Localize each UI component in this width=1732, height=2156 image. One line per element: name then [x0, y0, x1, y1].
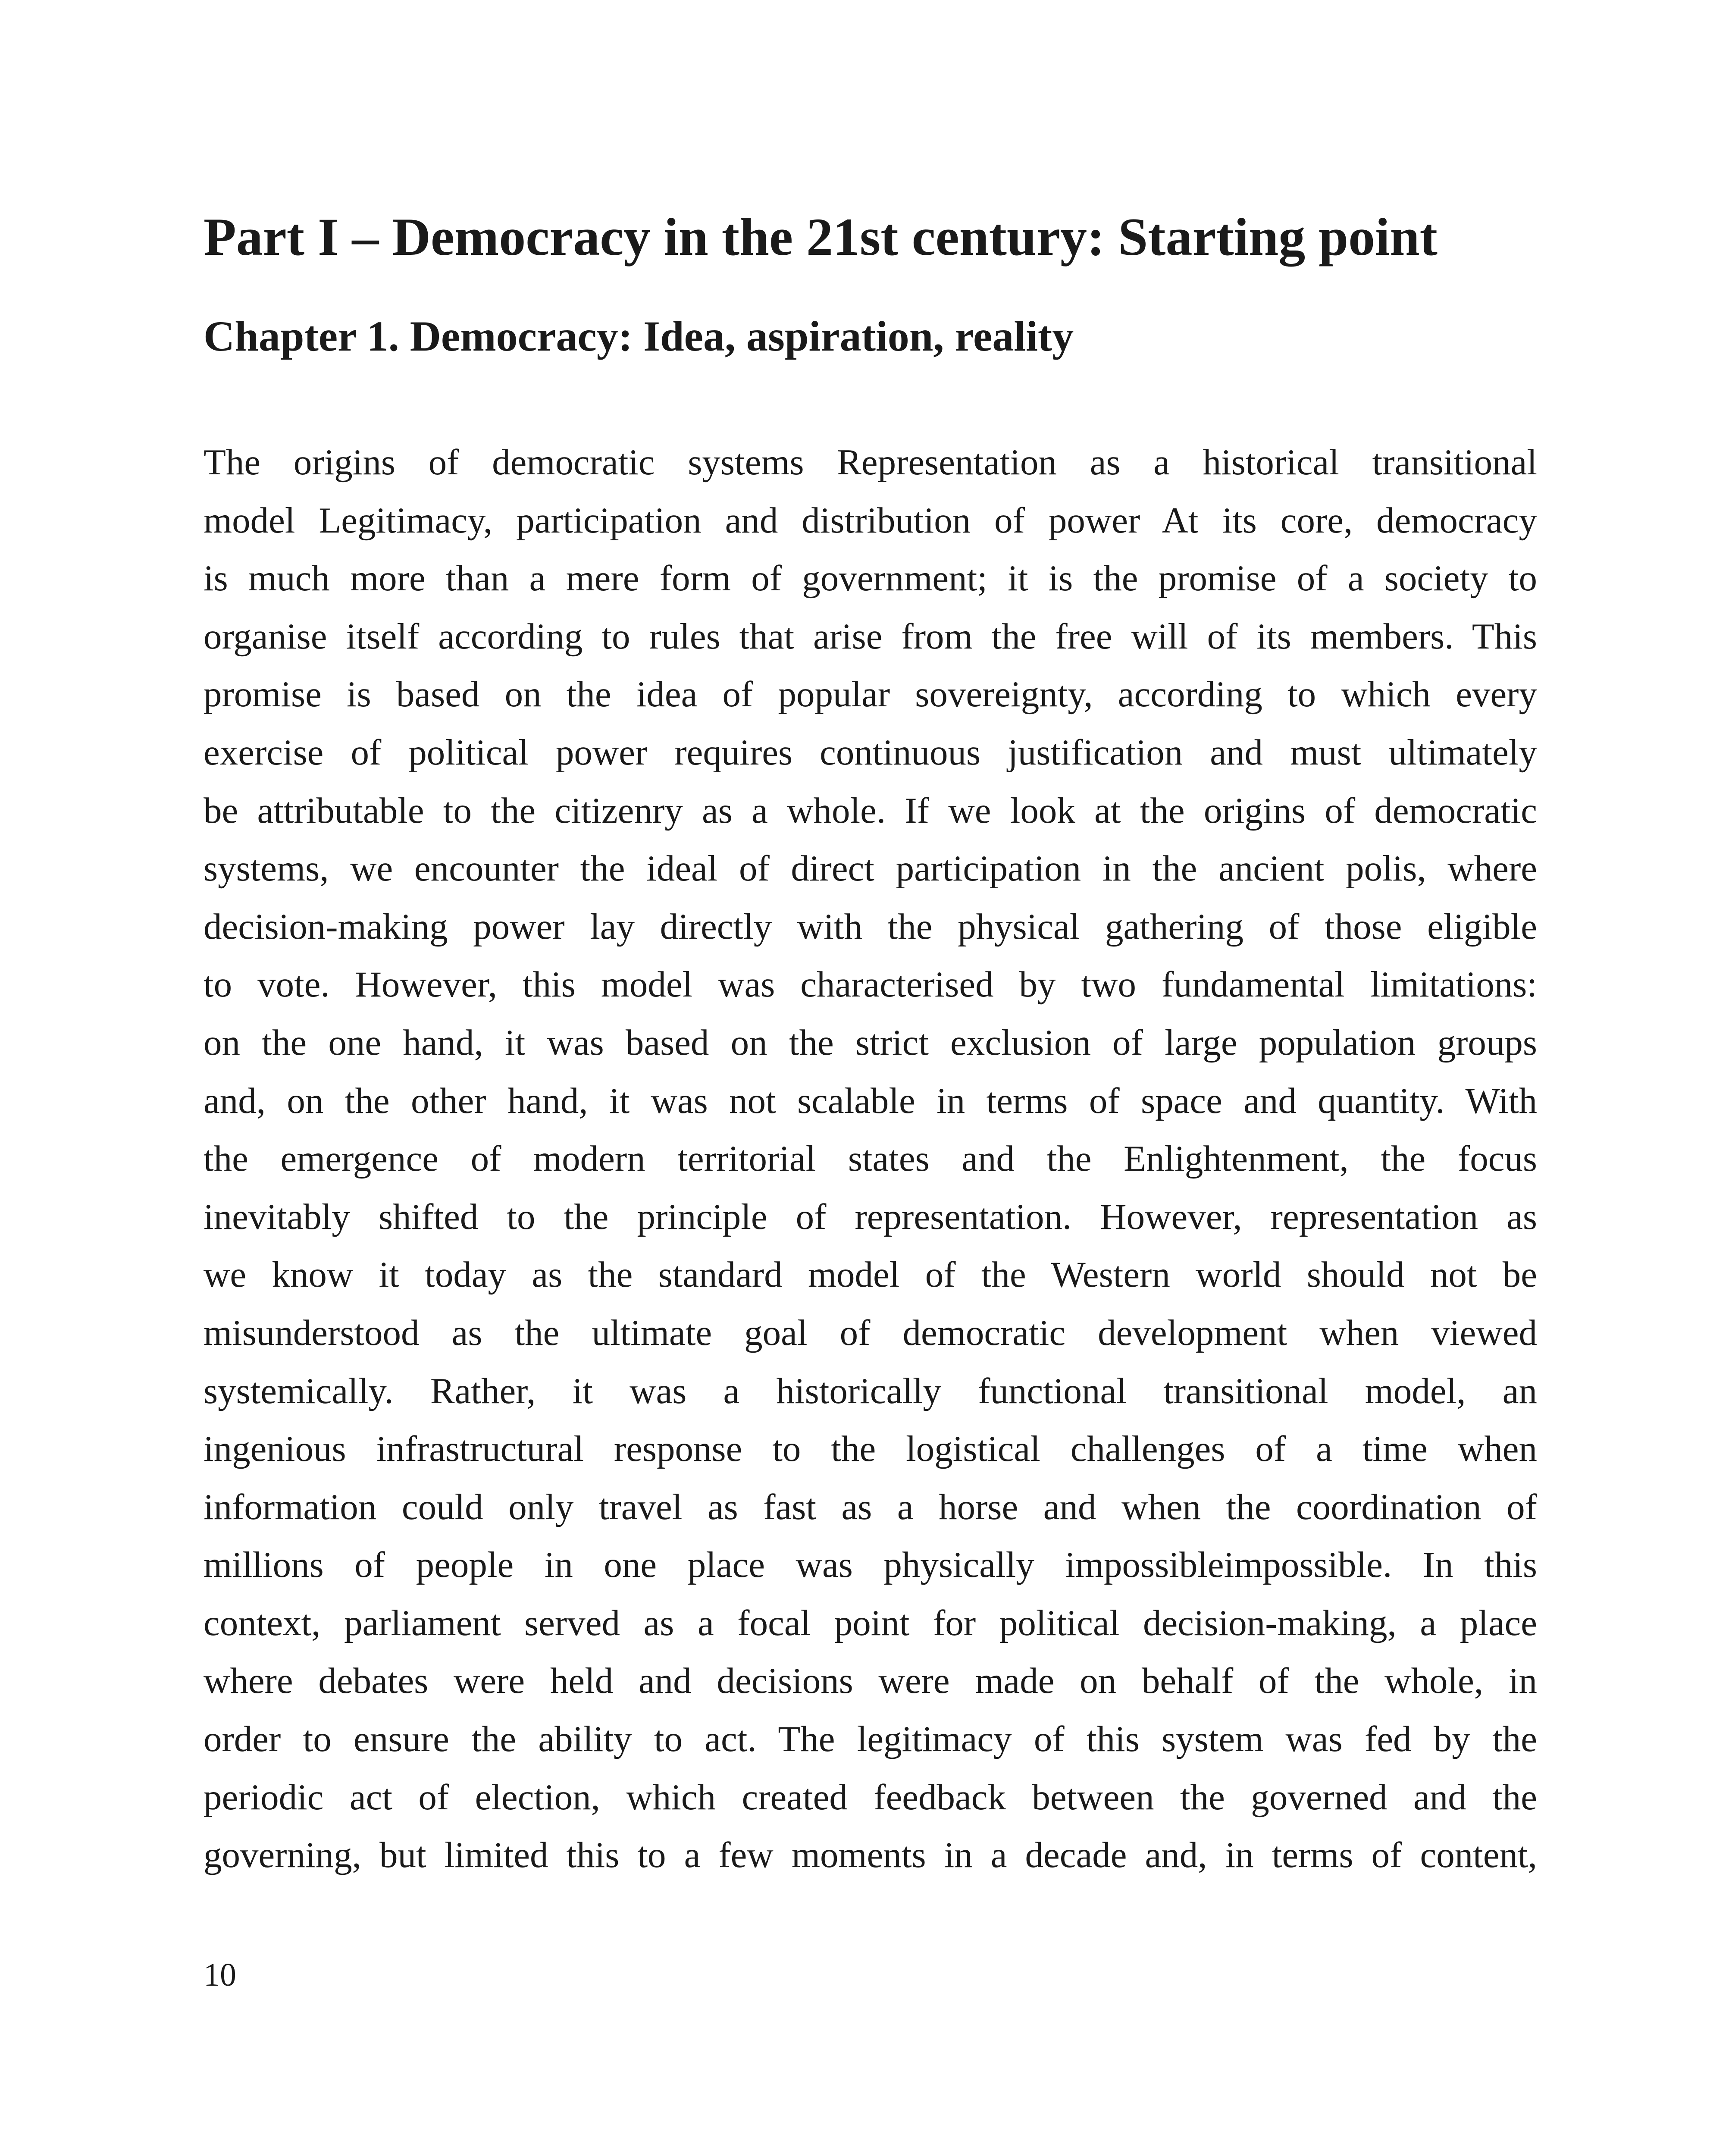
- text-line: order to ensure the ability to act. The legitimacy of this system was fed by the: [204, 1719, 1537, 1760]
- text-line: and, on the other hand, it was not scalable in terms of space and quantity. With: [204, 1080, 1537, 1121]
- chapter-heading: Chapter 1. Democracy: Idea, aspiration, reality: [204, 312, 1074, 360]
- text-line: organise itself according to rules that arise from the free will of its members. This: [204, 616, 1537, 657]
- text-line: is much more than a mere form of government; it is the promise of a society to: [204, 558, 1537, 599]
- text-line: systems, we encounter the ideal of direct participation in the ancient polis, where: [204, 848, 1537, 889]
- text-line: promise is based on the idea of popular sovereignty, according to which every: [204, 674, 1537, 715]
- text-line: where debates were held and decisions were made on behalf of the whole, in: [204, 1661, 1537, 1702]
- text-line: periodic act of election, which created feedback between the governed and the: [204, 1777, 1537, 1818]
- text-line: on the one hand, it was based on the strict exclusion of large population groups: [204, 1022, 1537, 1063]
- text-line: governing, but limited this to a few moments in a decade and, in terms of content,: [204, 1835, 1537, 1876]
- part-heading: Part I – Democracy in the 21st century: Starting point: [204, 207, 1438, 266]
- text-line: to vote. However, this model was characterised by two fundamental limitations:: [204, 964, 1537, 1005]
- text-line: systemically. Rather, it was a historically functional transitional model, an: [204, 1370, 1537, 1411]
- body-paragraph: [204, 433, 1537, 1884]
- text-line: inevitably shifted to the principle of representation. However, representation as: [204, 1196, 1537, 1237]
- text-line: we know it today as the standard model of the Western world should not be: [204, 1254, 1537, 1295]
- text-line: millions of people in one place was physically impossibleimpossible. In this: [204, 1545, 1537, 1586]
- text-line: misunderstood as the ultimate goal of democratic development when viewed: [204, 1312, 1537, 1353]
- text-line: the emergence of modern territorial states and the Enlightenment, the focus: [204, 1138, 1537, 1179]
- text-line: exercise of political power requires continuous justification and must ultimately: [204, 732, 1537, 773]
- text-line: The origins of democratic systems Representation as a historical transitional: [204, 442, 1537, 483]
- text-line: decision-making power lay directly with the physical gathering of those eligible: [204, 906, 1537, 947]
- text-line: ingenious infrastructural response to the logistical challenges of a time when: [204, 1429, 1537, 1470]
- text-line: context, parliament served as a focal point for political decision-making, a place: [204, 1602, 1537, 1643]
- text-line: model Legitimacy, participation and distribution of power At its core, democracy: [204, 500, 1537, 541]
- text-line: be attributable to the citizenry as a whole. If we look at the origins of democratic: [204, 790, 1537, 831]
- text-line: information could only travel as fast as a horse and when the coordination of: [204, 1486, 1537, 1527]
- page-number: 10: [204, 1957, 236, 1993]
